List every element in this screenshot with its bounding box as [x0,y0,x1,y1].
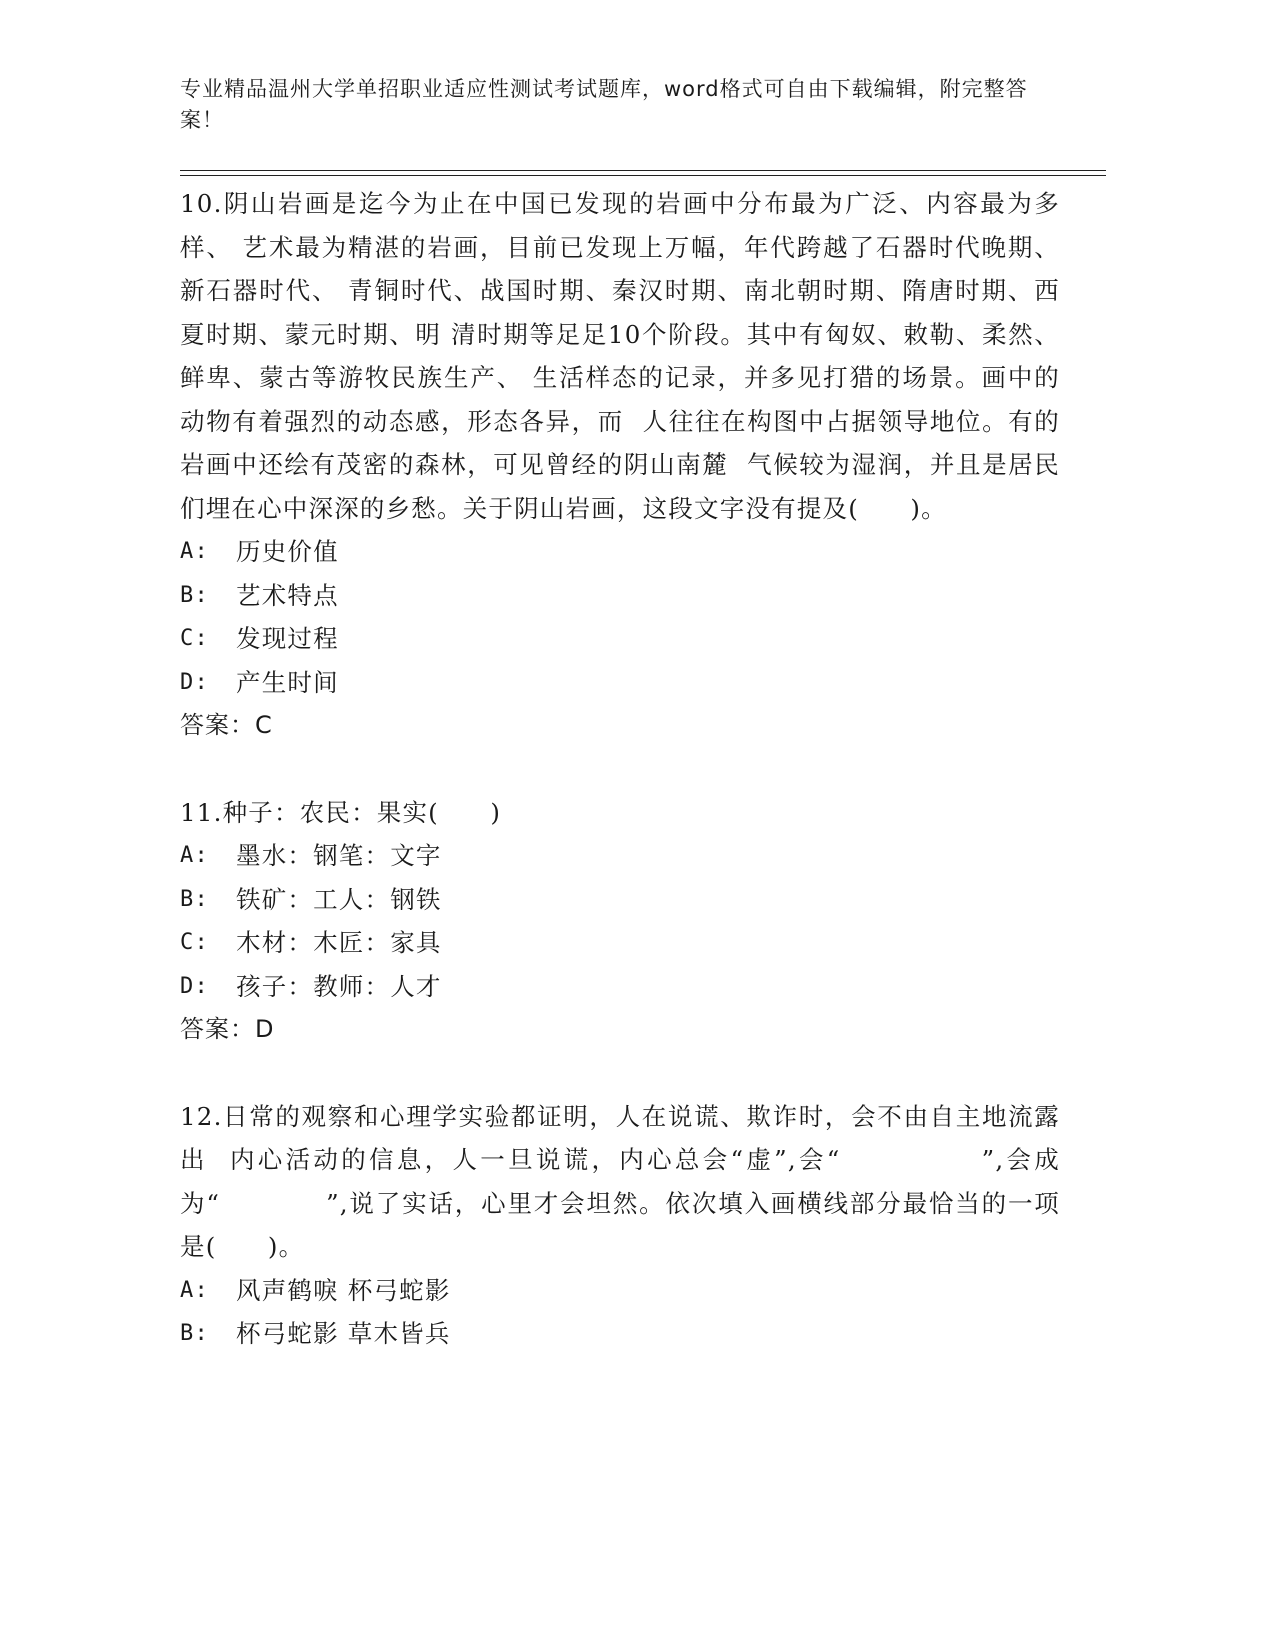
option-text: 铁矿：工人：钢铁 [236,884,442,914]
option-text: 木材：木匠：家具 [236,928,442,957]
option-d [180,965,1060,1009]
option-letter: B: [180,582,209,608]
option-text: 墨水：钢笔：文字 [236,841,442,870]
option-text: 产生时间 [236,667,339,697]
header-rule-bottom [180,175,1106,176]
option-a [180,1269,1060,1313]
option-b [180,878,1060,922]
option-b [180,1312,1060,1356]
option-letter: A: [180,539,209,564]
document-header: 专业精品温州大学单招职业适应性测试考试题库，word格式可自由下载编辑，附完整答案！ [180,77,1028,132]
option-letter: D: [180,669,209,695]
question-list [180,182,1060,1399]
option-text: 孩子：教师：人才 [236,971,442,1001]
option-d [180,661,1060,705]
question-text: 12.日常的观察和心理学实验都证明，人在说谎、欺诈时，会不由自主地流露出 内心活动的信息，人一旦说谎，内心总会“虚”,会“ ”,会成为“ ”,说了实话，心里才会坦然。依次填入画横线部分最恰当的一项是( )。 [180,1101,1060,1261]
option-letter: C: [180,930,209,955]
answer-line: 答案：D [180,1015,275,1043]
option-a [180,530,1060,574]
option-letter: B: [180,886,209,912]
option-letter: D: [180,973,209,999]
option-letter: A: [180,843,209,868]
option-letter: C: [180,626,209,651]
option-list [180,834,1060,1008]
option-a [180,834,1060,878]
option-c [180,921,1060,965]
question-10 [180,182,1060,748]
question-text: 11.种子：农民：果实( ) [180,797,502,827]
option-c [180,617,1060,661]
option-list [180,530,1060,704]
question-text: 10.阴山岩画是迄今为止在中国已发现的岩画中分布最为广泛、内容最为多样、 艺术最为精湛的岩画，目前已发现上万幅，年代跨越了石器时代晚期、新石器时代、 青铜时代、战国时期、秦汉时期、南北朝时期、隋唐时期、西夏时期、蒙元时期、明 清时期等足足10个阶段。其中有匈奴、敕勒、柔然、鲜卑、蒙古等游牧民族生产、 生活样态的记录，并多见打猎的场景。画中的动物有着强烈的动态感，形态各异，而 人往往在构图中占据领导地位。有的岩画中还绘有茂密的森林，可见曾经的阴山南麓 气候较为湿润，并且是居民们埋在心中深深的乡愁。关于阴山岩画，这段文字没有提及( )。 [180,189,1060,523]
answer-line: 答案：C [180,711,273,739]
header-rule-top [180,170,1106,171]
option-b [180,574,1060,618]
option-list [180,1269,1060,1356]
option-text: 艺术特点 [236,580,339,610]
option-text: 风声鹤唳 杯弓蛇影 [236,1275,451,1305]
question-12 [180,1095,1060,1356]
option-text: 发现过程 [236,624,339,653]
option-letter: B: [180,1321,209,1346]
option-text: 历史价值 [236,537,339,566]
option-letter: A: [180,1277,209,1303]
option-text: 杯弓蛇影 草木皆兵 [236,1319,451,1348]
question-11 [180,791,1060,1052]
